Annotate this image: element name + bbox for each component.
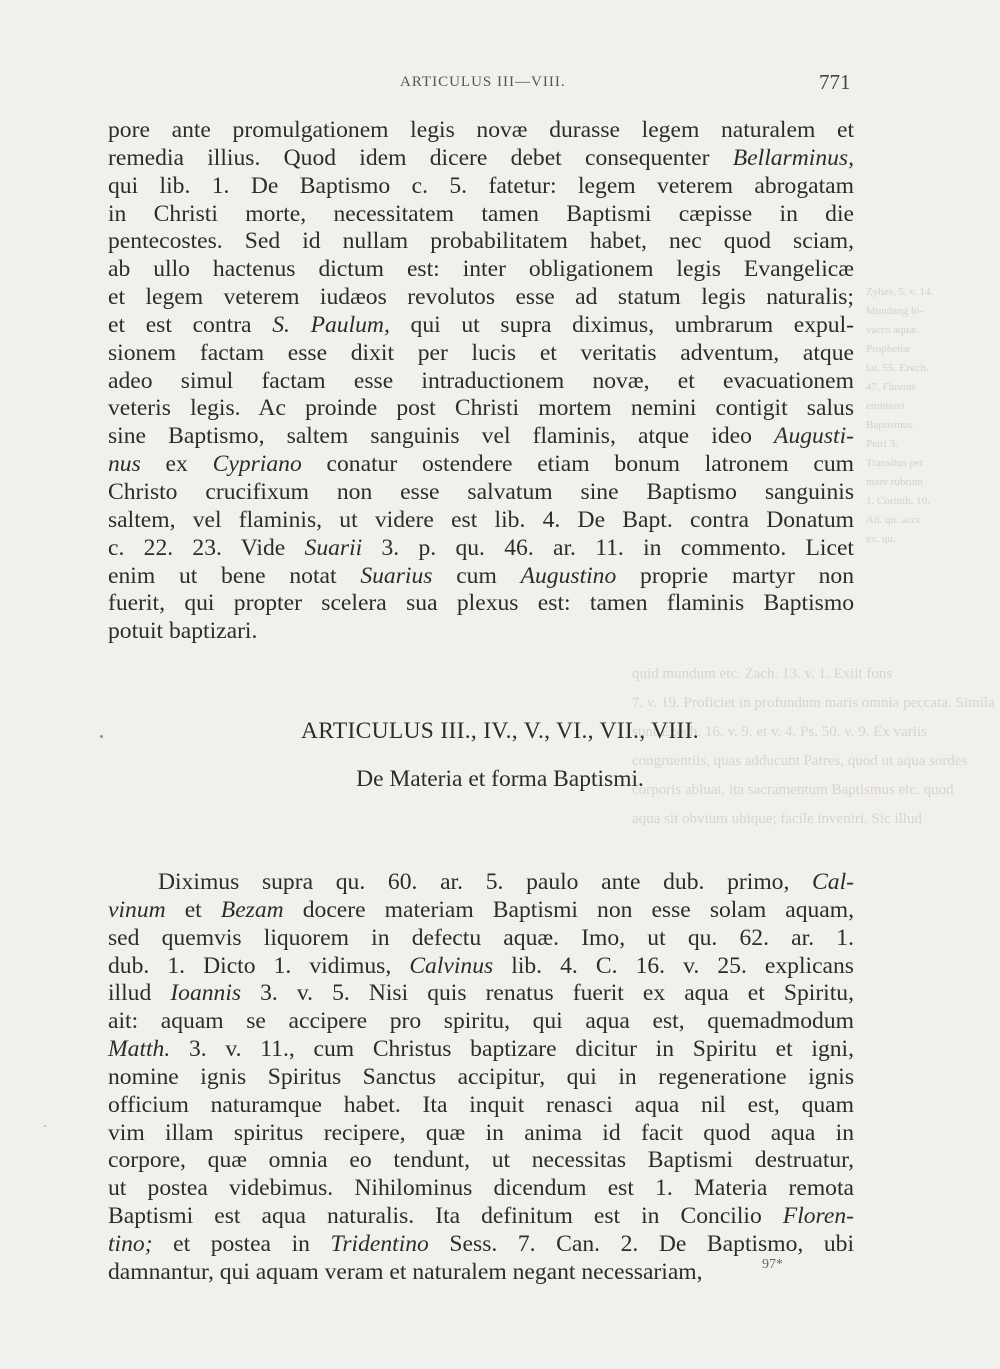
text-line: Baptismi est aqua naturalis. Ita definitum est in Concilio Floren- (108, 1203, 854, 1230)
text-line: vinum et Bezam docere materiam Baptismi non esse solam aquam, (108, 896, 855, 923)
bleed-line: aqua sit obvium ubique; facile inveniri. Sic illud (632, 811, 922, 827)
bleed-line: Transitus per (866, 457, 924, 469)
bleed-line: corporis abluat, ita sacramentum Baptismus etc. quod (632, 782, 954, 798)
text-line: et est contra S. Paulum, qui ut supra diximus, umbrarum expul- (108, 311, 854, 338)
text-line: ut postea videbimus. Nihilominus dicendum est 1. Materia remota (108, 1175, 854, 1202)
text-line: nomine ignis Spiritus Sanctus accipitur, qui in regeneratione ignis (108, 1063, 854, 1090)
paragraph-materia (108, 869, 854, 1287)
italic-reference: Floren- (782, 1203, 854, 1230)
signature-mark: 97* (762, 1257, 783, 1272)
bleed-line: sunt Ezech. 16. v. 9. et v. 4. Ps. 50. v. 9. Ex variis (632, 724, 927, 740)
section-subheading: De Materia et forma Baptismi. (356, 766, 644, 792)
text-line: sionem factam esse dixit per lucis et veritatis adventum, atque (108, 339, 854, 366)
text-line: officium naturamque habet. Ita inquit renasci aqua nil est, quam (108, 1091, 854, 1118)
text-line: in Christi morte, necessitatem tamen Baptismi cæpisse in die (108, 200, 854, 227)
bleed-line: 1. Corinth. 10. (866, 495, 930, 507)
italic-reference: Augusti- (774, 423, 854, 450)
italic-reference: tino; (108, 1230, 153, 1257)
italic-reference: Augustino (520, 562, 617, 589)
paper-speck (100, 735, 103, 738)
text-line: Diximus supra qu. 60. ar. 5. paulo ante dub. primo, Cal- (158, 869, 854, 895)
italic-reference: Cal- (812, 869, 854, 895)
text-line: dub. 1. Dicto 1. vidimus, Calvinus lib. 4. C. 16. v. 25. explicans (108, 952, 854, 979)
text-line: ait: aquam se accipere pro spiritu, qui aqua est, quemadmodum (108, 1008, 854, 1035)
bleed-line: Baptismus. (866, 419, 916, 431)
text-line: veteris legis. Ac proinde post Christi mortem nemini contigit salus (108, 395, 854, 422)
italic-reference: vinum (108, 896, 166, 923)
paragraph-continued (108, 117, 854, 646)
bleed-line: Mundang lo- (866, 305, 924, 317)
bleed-line: congruentiis, quas adducunt Patres, quod ut aqua sordes (632, 753, 968, 769)
text-line: tino; et postea in Tridentino Sess. 7. Can. 2. De Baptismo, ubi (108, 1230, 855, 1257)
bleed-line: lat. 55. Ezech. (866, 362, 929, 374)
text-line: nus ex Cypriano conatur ostendere etiam bonum latronem cum (108, 451, 854, 478)
text-line: potuit baptizari. (108, 618, 258, 645)
bleed-line: emitteret (866, 400, 906, 412)
bleed-line: Petri 3. (866, 438, 898, 450)
bleed-line: Zyhes, 5. v. 14. (866, 286, 934, 298)
margin-smudge: · (42, 1116, 48, 1136)
italic-reference: nus (108, 451, 141, 478)
bleed-through-reverse-text (632, 660, 995, 834)
bleed-line: mare rubrum (866, 476, 924, 488)
text-line: corpore, quæ omnia eo tendunt, ut necessitas Baptismi destruatur, (108, 1147, 854, 1174)
bleed-line: vacro aquæ. (866, 324, 920, 336)
text-line: pore ante promulgationem legis novæ durasse legem naturalem et (108, 117, 854, 143)
text-line: damnantur, qui aquam veram et naturalem negant necessariam, (108, 1258, 703, 1285)
bleed-line: 47. Fluvius (866, 381, 916, 393)
running-head (0, 70, 1000, 98)
italic-reference: Suarius (360, 562, 433, 589)
bleed-line: 7. v. 19. Proficiet in profundum maris omnia peccata. Simila (632, 695, 995, 711)
running-title: ARTICULUS III—VIII. (400, 74, 566, 90)
text-line: sine Baptismo, saltem sanguinis vel flaminis, atque ideo Augusti- (108, 423, 854, 450)
italic-reference: Matth. (108, 1036, 171, 1063)
bleed-line: ex. qu. (866, 533, 896, 545)
section-heading: ARTICULUS III., IV., V., VI., VII., VIII. (301, 718, 699, 744)
italic-reference: Cypriano (212, 451, 302, 478)
italic-reference: Calvinus (409, 952, 494, 979)
text-line: Christo crucifixum non esse salvatum sine Baptismo sanguinis (108, 478, 854, 505)
italic-reference: S. Paulum, (272, 311, 390, 338)
bleed-line: quid mundum etc. Zach. 13. v. 1. Exiit fons (632, 666, 893, 682)
text-line: sed quemvis liquorem in defectu aquæ. Imo, ut qu. 62. ar. 1. (108, 924, 854, 951)
italic-reference: Tridentino (330, 1230, 429, 1257)
text-line: Matth. 3. v. 11., cum Christus baptizare dicitur in Spiritu et igni, (108, 1036, 854, 1063)
text-line: fuerit, qui propter scelera sua plexus est: tamen flaminis Baptismo (108, 590, 854, 617)
text-line: saltem, vel flaminis, ut videre est lib. 4. De Bapt. contra Donatum (108, 506, 854, 533)
italic-reference: Suarii (304, 534, 363, 561)
bleed-line: Prophetiæ (866, 343, 911, 355)
bleed-line: Ad. qu. acce (866, 514, 921, 526)
text-line: c. 22. 23. Vide Suarii 3. p. qu. 46. ar. 11. in commento. Licet (108, 534, 854, 561)
italic-reference: Bellarminus, (732, 144, 854, 171)
text-line: adeo simul factam esse intraductionem novæ, et evacuationem (108, 367, 854, 394)
text-line: pentecostes. Sed id nullam probabilitatem habet, nec quod sciam, (108, 228, 854, 255)
text-line: enim ut bene notat Suarius cum Augustino proprie martyr non (108, 562, 854, 589)
text-line: remedia illius. Quod idem dicere debet consequenter Bellarminus, (108, 144, 854, 171)
italic-reference: Ioannis (170, 980, 242, 1007)
text-line: qui lib. 1. De Baptismo c. 5. fatetur: legem veterem abrogatam (108, 172, 854, 199)
page-number: 771 (819, 70, 851, 94)
bleed-through-margin-notes (866, 283, 933, 549)
italic-reference: Bezam (220, 896, 284, 923)
text-line: illud Ioannis 3. v. 5. Nisi quis renatus fuerit ex aqua et Spiritu, (108, 980, 854, 1007)
text-line: vim illam spiritus recipere, quæ in anima id facit quod aqua in (108, 1119, 854, 1146)
text-line: ab ullo hactenus dictum est: inter obligationem legis Evangelicæ (108, 256, 854, 283)
text-line: et legem veterem iudæos revolutos esse ad statum legis naturalis; (108, 284, 854, 311)
